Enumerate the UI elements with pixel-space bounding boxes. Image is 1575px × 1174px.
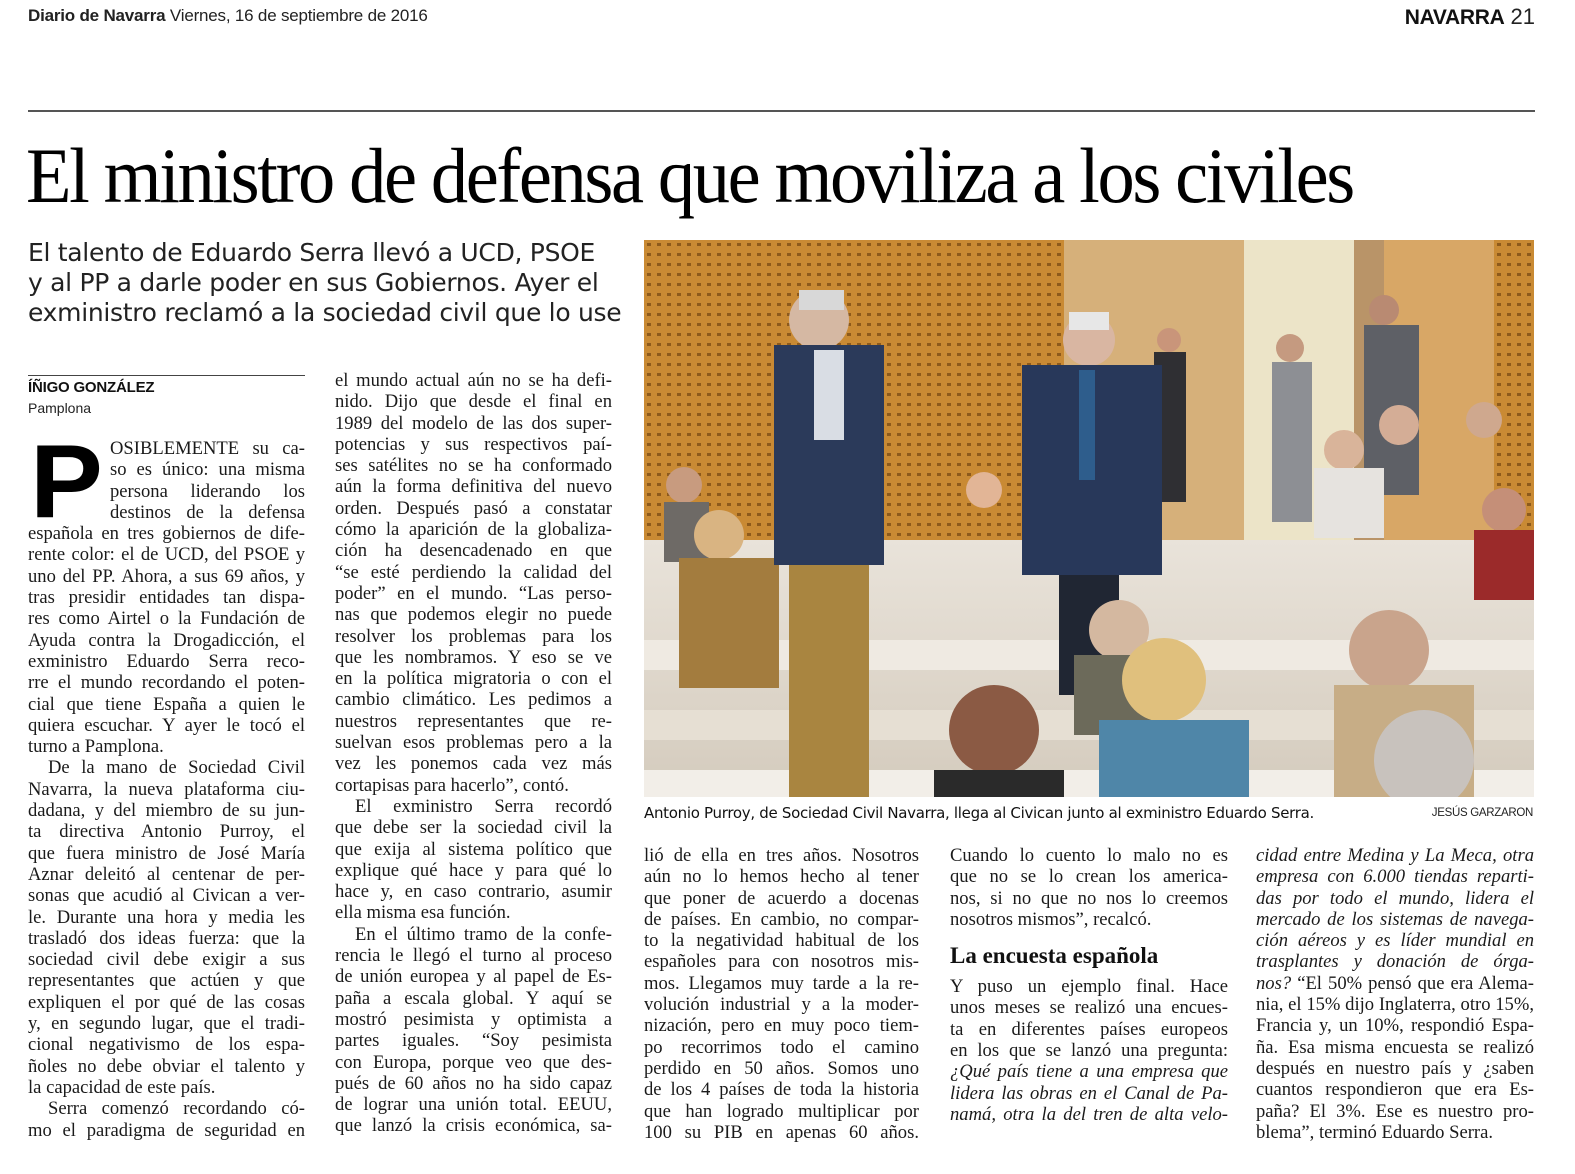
text-line: Aznar deleitó al centenar de per- — [28, 863, 305, 885]
text-line: ción ha desencadenado en que — [335, 540, 612, 562]
text-line: mercado de los sistemas de navega- — [1256, 908, 1534, 930]
text-line: ñoles no debe obviar el talento y — [28, 1055, 305, 1077]
text-line: potencias y sus respectivos paí- — [335, 433, 612, 455]
text-line: resolver los problemas para los — [335, 625, 612, 647]
text-line: que han logrado multiplicar por — [644, 1100, 919, 1122]
text-line: cambio climático. Les pedimos a — [335, 689, 612, 711]
text-line: sonas que acudió al Civican a ver- — [28, 885, 305, 907]
text-line: cial que tiene España a quien le — [28, 693, 305, 715]
article-column-3 — [644, 845, 919, 1143]
article-column-2 — [335, 370, 612, 1137]
text-line: ella misma esa función. — [335, 902, 511, 924]
text-line: nosotros mismos”, recalcó. — [950, 908, 1152, 930]
text-line: con Europa, porque veo que des- — [335, 1051, 612, 1073]
byline-author: ÍÑIGO GONZÁLEZ — [28, 379, 155, 396]
issue-date: Viernes, 16 de septiembre de 2016 — [169, 6, 428, 25]
text-line: sociedad civil debe exigir a sus — [28, 949, 305, 971]
photo-credit: JESÚS GARZARON — [1431, 807, 1533, 819]
newspaper-name: Diario de Navarra — [28, 6, 166, 25]
text-line: das por todo el mundo, lidera el — [1256, 887, 1534, 909]
deck-line: exministro reclamó a la sociedad civil que lo use — [28, 298, 622, 327]
text-line: cortapisas para hacerlo”, contó. — [335, 774, 569, 796]
text-line: paña? El 3%. Ese es nuestro pro- — [1256, 1100, 1534, 1122]
text-line: Y puso un ejemplo final. Hace — [950, 976, 1228, 998]
text-line: hace y, en caso contrario, asumir — [335, 881, 612, 903]
text-line: nuestros representantes que re- — [335, 710, 612, 732]
text-line: OSIBLEMENTE su ca- — [110, 438, 305, 459]
text-line: en la política migratoria o con el — [335, 668, 612, 690]
text-line: nización, pero en muy poco tiem- — [644, 1015, 919, 1037]
text-line: exministro Eduardo Serra reco- — [28, 650, 305, 672]
text-line: blema”, terminó Eduardo Serra. — [1256, 1121, 1493, 1143]
text-line: en los que se lanzó una pregunta: — [950, 1040, 1228, 1062]
text-line: ña. Esa misma encuesta se realizó — [1256, 1036, 1534, 1058]
text-line: nido. Dijo que desde el final en — [335, 391, 612, 413]
article-photo — [644, 240, 1534, 797]
text-line: destinos de la defensa — [110, 501, 305, 523]
deck-line: El talento de Eduardo Serra llevó a UCD, PSOE — [28, 238, 596, 267]
header-rule — [28, 110, 1535, 112]
text-line: nia, el 15% dijo Inglaterra, otro 15%, — [1256, 994, 1534, 1016]
deck-line: y al PP a darle poder en sus Gobiernos. Ayer el — [28, 268, 599, 297]
section-label: NAVARRA — [1404, 6, 1505, 29]
text-line: po recorrimos todo el camino — [644, 1036, 919, 1058]
text-line: cuantos respondieron que era Es- — [1256, 1079, 1534, 1101]
text-line: De la mano de Sociedad Civil — [48, 757, 305, 779]
text-line: quiera escuchar. Y ayer le tocó el — [28, 714, 305, 736]
text-line: to la negatividad habitual de los — [644, 930, 919, 952]
article-column-5 — [1256, 845, 1534, 1143]
text-line: ses satélites no se ha conformado — [335, 455, 612, 477]
italic-fragment: nos? — [1256, 972, 1292, 994]
text-line: res como Airtel o la Fundación de — [28, 608, 305, 630]
text-line: 100 su PIB en apenas 60 años. — [644, 1121, 919, 1143]
article-column-1 — [28, 424, 305, 1141]
text-line: nos, si no que no nos lo creemos — [950, 887, 1228, 909]
text-line: ¿Qué país tiene a una empresa que — [950, 1061, 1228, 1083]
subheading: La encuesta española — [950, 943, 1159, 969]
text-line: que exija al sistema político que — [335, 838, 612, 860]
text-line: El exministro Serra recordó — [355, 795, 612, 817]
text-line: mo el paradigma de seguridad en — [28, 1119, 305, 1141]
text-line: paña a escala global. Y aquí se — [335, 987, 612, 1009]
text-line: suelvan esos problemas pero a la — [335, 732, 612, 754]
text-line: la capacidad de este país. — [28, 1076, 216, 1098]
text-line: En el último tramo de la confe- — [355, 923, 612, 945]
text-line: rencia le llegó el turno al proceso — [335, 945, 612, 967]
text-line: que les nombramos. Y eso se ve — [335, 646, 612, 668]
text-line: que lanzó la crisis económica, sa- — [335, 1115, 612, 1137]
text-line: Ayuda contra la Drogadicción, el — [28, 629, 305, 651]
text-line: mos. Llegamos muy tarde a la re- — [644, 972, 919, 994]
text-line: Francia y, un 10%, respondió Espa- — [1256, 1015, 1534, 1037]
text-line: expliquen el por qué de las cosas — [28, 991, 305, 1013]
text-line: dadana, y del miembro de su jun- — [28, 800, 305, 822]
text-line: empresa con 6.000 tiendas reparti- — [1256, 866, 1534, 888]
text-line: ción aéreos y es líder mundial en — [1256, 930, 1534, 952]
text-line: explique qué hace y para qué lo — [335, 859, 612, 881]
text-line: aún la forma definitiva del nuevo — [335, 476, 612, 498]
text-line: perdido en 50 años. Somos uno — [644, 1057, 919, 1079]
roman-fragment: “El 50% pensó que era Alema- — [1291, 972, 1534, 994]
text-line: representantes que actúen y que — [28, 970, 305, 992]
text-line: española en tres gobiernos de dife- — [28, 523, 305, 545]
text-line: lió de ella en tres años. Nosotros — [644, 845, 919, 866]
folio-left — [28, 6, 428, 26]
text-line: Cuando lo cuento lo malo no es — [950, 845, 1228, 866]
text-line: cómo la aparición de la globaliza- — [335, 519, 612, 541]
text-line: uno del PP. Ahora, a sus 69 años, y — [28, 565, 305, 587]
text-line-mixed — [1256, 973, 1534, 994]
text-line: españoles para con nosotros mis- — [644, 951, 919, 973]
text-line: pués de 60 años no ha sido capaz — [335, 1072, 612, 1094]
deck-subtitle — [28, 238, 628, 328]
auditorium-photo-illustration — [644, 240, 1534, 797]
text-line: tras presidir entidades tan dispa- — [28, 587, 305, 609]
drop-cap: P — [30, 424, 103, 540]
folio-right — [1405, 4, 1535, 30]
text-line: que fuera ministro de José María — [28, 842, 305, 864]
text-line: namá, otra la del tren de alta velo- — [950, 1103, 1228, 1125]
text-line: lidera las obras en el Canal de Pa- — [950, 1082, 1228, 1104]
text-line: volución industrial y a la moder- — [644, 994, 919, 1016]
text-line: trasladó dos ideas fuerza: que la — [28, 927, 305, 949]
text-line: so es único: una misma — [110, 459, 305, 481]
text-line: que debe ser la sociedad civil la — [335, 817, 612, 839]
page-number: 21 — [1510, 4, 1535, 29]
text-line: poder” en el mundo. “Las perso- — [335, 582, 612, 604]
text-line: Serra comenzó recordando có- — [48, 1098, 305, 1120]
text-line: de los 4 países de toda la historia — [644, 1079, 919, 1101]
text-line: turno a Pamplona. — [28, 736, 164, 758]
text-line: partes iguales. “Soy pesimista — [335, 1030, 612, 1052]
photo-caption: Antonio Purroy, de Sociedad Civil Navarra, llega al Civican junto al exministro Eduardo Serra. — [644, 804, 1314, 822]
text-line: de países. En cambio, no compar- — [644, 908, 919, 930]
headline: El ministro de defensa que moviliza a los civiles — [26, 132, 1353, 219]
text-line: después en nuestro país y ¿saben — [1256, 1057, 1534, 1079]
text-line: orden. Después pasó a constatar — [335, 497, 612, 519]
text-line: y, en segundo lugar, que el tradi- — [28, 1013, 305, 1035]
text-line: rente color: el de UCD, del PSOE y — [28, 544, 305, 566]
text-line: de lograr una unión total. EEUU, — [335, 1094, 612, 1116]
text-line: Navarra, la nueva plataforma ciu- — [28, 778, 305, 800]
text-line: vez les ponemos cada vez más — [335, 753, 612, 775]
text-line: le. Durante una hora y media les — [28, 906, 305, 928]
text-line: “se esté perdiendo la calidad del — [335, 561, 612, 583]
text-line: unos meses se realizó una encues- — [950, 997, 1228, 1019]
text-line: de unión europea y al papel de Es- — [335, 966, 612, 988]
byline-rule — [28, 375, 305, 376]
text-line: aún no lo hemos hecho al tener — [644, 866, 919, 888]
text-line: rre el mundo recordando el poten- — [28, 672, 305, 694]
text-line: ta directiva Antonio Purroy, el — [28, 821, 305, 843]
text-line: cidad entre Medina y La Meca, otra — [1256, 845, 1534, 866]
text-line: ta en diferentes países europeos — [950, 1018, 1228, 1040]
text-line: que poner de acuerdo a docenas — [644, 887, 919, 909]
article-column-4 — [950, 845, 1228, 1125]
text-line: mostró pesimista y optimista a — [335, 1008, 612, 1030]
text-line: trasplantes y donación de órga- — [1256, 951, 1534, 973]
text-line: 1989 del modelo de las dos super- — [335, 412, 612, 434]
text-line: que no se lo crean los america- — [950, 866, 1228, 888]
byline-location: Pamplona — [28, 400, 92, 416]
text-line: el mundo actual aún no se ha defi- — [335, 370, 612, 391]
text-line: cional negativismo de los espa- — [28, 1034, 305, 1056]
text-line: persona liderando los — [110, 480, 305, 502]
text-line: nas que podemos elegir no puede — [335, 604, 612, 626]
